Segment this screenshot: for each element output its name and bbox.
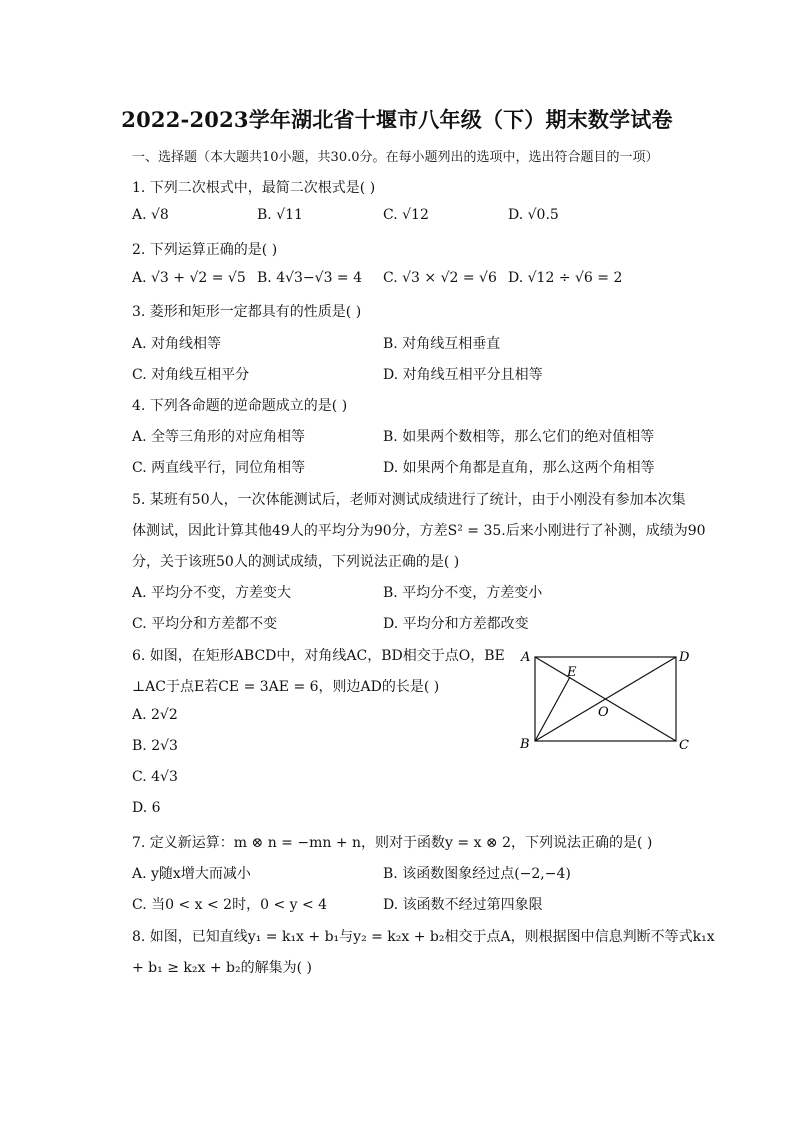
- question-7-option-d: D. 该函数不经过第四象限: [383, 897, 543, 913]
- label-a: A: [521, 650, 531, 665]
- question-1-option-c: C. √12: [383, 207, 429, 223]
- question-6-stem-line-2: ⊥AC于点E若CE = 3AE = 6，则边AD的长是( ): [132, 679, 440, 695]
- question-5-stem-line-2: 体测试，因此计算其他49人的平均分为90分，方差S² = 35.后来小刚进行了补测，成绩为90: [132, 523, 706, 539]
- question-4-option-d: D. 如果两个角都是直角，那么这两个角相等: [383, 460, 655, 476]
- question-8-stem-line-2: + b₁ ≥ k₂x + b₂的解集为( ): [132, 960, 312, 976]
- exam-title: 2022-2023学年湖北省十堰市八年级（下）期末数学试卷: [121, 107, 673, 132]
- question-5-stem-line-1: 5. 某班有50人，一次体能测试后，老师对测试成绩进行了统计，由于小刚没有参加本次集: [132, 492, 686, 508]
- question-4-stem: 4. 下列各命题的逆命题成立的是( ): [132, 398, 348, 414]
- question-7-stem: 7. 定义新运算：m ⊗ n = −mn + n，则对于函数y = x ⊗ 2，下列说法正确的是( ): [132, 835, 653, 851]
- question-6-option-a: A. 2√2: [132, 707, 178, 723]
- question-1-stem: 1. 下列二次根式中，最简二次根式是( ): [132, 180, 376, 196]
- question-6-option-d: D. 6: [132, 800, 161, 816]
- label-d: D: [679, 650, 690, 665]
- question-2-option-c: C. √3 × √2 = √6: [383, 270, 497, 286]
- question-8-stem-line-1: 8. 如图，已知直线y₁ = k₁x + b₁与y₂ = k₂x + b₂相交于点A，则根据图中信息判断不等式k₁x: [132, 929, 715, 945]
- question-4-option-b: B. 如果两个数相等，那么它们的绝对值相等: [383, 429, 655, 445]
- question-5-option-d: D. 平均分和方差都改变: [383, 616, 529, 632]
- question-5-option-a: A. 平均分不变，方差变大: [132, 585, 292, 601]
- question-6-option-c: C. 4√3: [132, 769, 178, 785]
- question-7-option-a: A. y随x增大而减小: [132, 866, 251, 882]
- question-1-option-b: B. √11: [257, 207, 303, 223]
- question-3-option-d: D. 对角线互相平分且相等: [383, 367, 543, 383]
- question-2-option-d: D. √12 ÷ √6 = 2: [508, 270, 623, 286]
- question-4-option-a: A. 全等三角形的对应角相等: [132, 429, 306, 445]
- question-3-option-c: C. 对角线互相平分: [132, 367, 250, 383]
- label-e: E: [567, 665, 577, 680]
- section-heading: 一、选择题（本大题共10小题，共30.0分。在每小题列出的选项中，选出符合题目的一项）: [132, 150, 659, 165]
- label-c: C: [679, 738, 689, 753]
- question-6-stem-line-1: 6. 如图，在矩形ABCD中，对角线AC，BD相交于点O，BE: [132, 648, 505, 664]
- question-3-option-a: A. 对角线相等: [132, 336, 222, 352]
- question-2-option-b: B. 4√3−√3 = 4: [257, 270, 363, 286]
- segment-be: [535, 677, 570, 741]
- question-2-stem: 2. 下列运算正确的是( ): [132, 242, 278, 258]
- question-7-option-c: C. 当0 < x < 2时，0 < y < 4: [132, 897, 328, 913]
- label-b: B: [520, 737, 530, 752]
- question-1-option-a: A. √8: [132, 207, 169, 223]
- question-3-stem: 3. 菱形和矩形一定都具有的性质是( ): [132, 304, 362, 320]
- question-3-option-b: B. 对角线互相垂直: [383, 336, 501, 352]
- question-5-option-b: B. 平均分不变，方差变小: [383, 585, 543, 601]
- question-2-option-a: A. √3 + √2 = √5: [132, 270, 246, 286]
- question-7-option-b: B. 该函数图象经过点(−2,−4): [383, 866, 571, 882]
- question-4-option-c: C. 两直线平行，同位角相等: [132, 460, 306, 476]
- label-o: O: [598, 705, 609, 720]
- question-5-stem-line-3: 分，关于该班50人的测试成绩，下列说法正确的是( ): [132, 554, 460, 570]
- rectangle-figure: [510, 645, 700, 755]
- question-6-option-b: B. 2√3: [132, 738, 178, 754]
- question-1-option-d: D. √0.5: [508, 207, 559, 223]
- question-5-option-c: C. 平均分和方差都不变: [132, 616, 278, 632]
